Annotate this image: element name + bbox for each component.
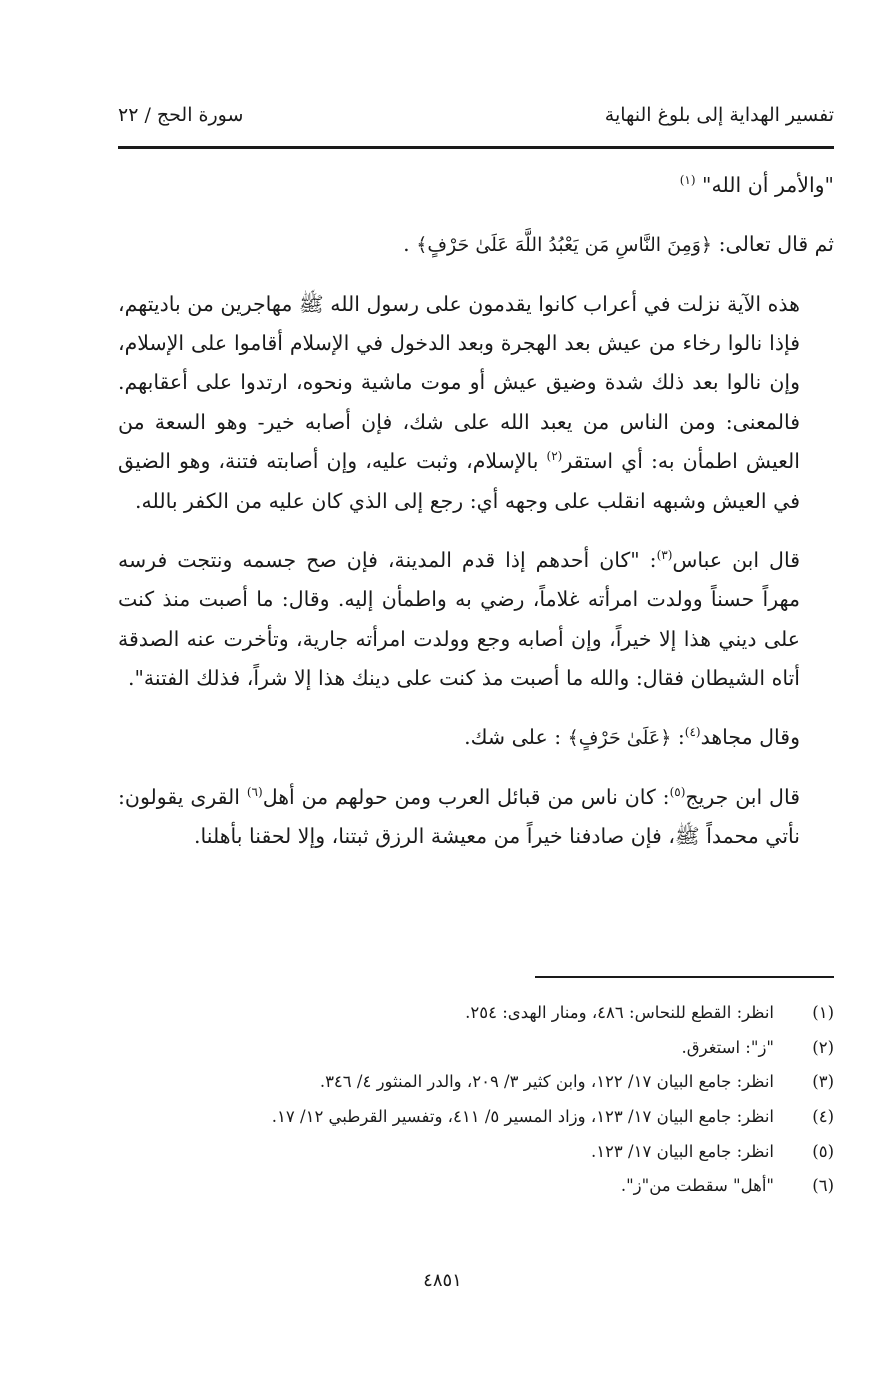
paragraph-4: قال ابن عباس$^{(٣)}$: "كان أحدهم إذا قدم المدينة، فإن صح جسمه ونتجت فرسه مهراً حسناً وولدت امرأته غلاماً، رضي به واطمأن إليه. وقال: ما أصبت منذ كنت على ديني هذا إلا خيراً، وإن أصابه وجع وولدت امرأته جارية، وتأخرت عنه الصدقة أتاه الشيطان فقال: والله ما أصبت مذ كنت على دينك هذا إلا شراً، فذلك الفتنة". [118,547,800,690]
footnote-text: انظر: القطع للنحاس: ٤٨٦، ومنار الهدى: ٢٥٤. [465,1003,774,1022]
footnote-ref-6[interactable]: (٦) [246,784,263,799]
footnote-text: انظر: جامع البيان ١٧/ ١٢٣. [590,1141,774,1161]
footnote-item [118,1169,834,1204]
footnote-text: انظر: جامع البيان ١٧/ ١٢٣، وزاد المسير ٥/ ٤١١، وتفسير القرطبي ١٢/ ١٧. [271,1106,774,1126]
footnote-ref-3[interactable]: (٣) [656,548,673,563]
footnote-number: (١) [812,1003,834,1022]
footnote-divider [535,976,834,978]
footnote-item [118,1031,834,1066]
surah-reference: سورة الحج / ٢٢ [118,104,244,126]
page-number: ٤٨٥١ [423,1270,462,1291]
footnote-item [118,996,834,1031]
quran-verse-short: ﴿عَلَىٰ حَرْفٍ﴾ [567,727,672,750]
footnote-number: (٣) [812,1072,834,1092]
footnote-text: "ز": استغرق. [681,1037,774,1057]
header-divider [118,146,834,149]
footnote-ref-2[interactable]: (٢) [546,449,563,464]
footnote-number: (٢) [812,1037,834,1057]
running-header [118,104,834,140]
paragraph-3: هذه الآية نزلت في أعراب كانوا يقدمون على رسول الله ﷺ مهاجرين من باديتهم، فإذا نالوا رخاء من عيش بعد الهجرة وبعد الدخول في الإسلام أقاموا على الإسلام، وإن نالوا بعد ذلك شدة وضيق عيش أو موت ماشية ونحوه، ارتدوا على أعقابهم. فالمعنى: ومن الناس من يعبد الله على شك، فإن أصابه خير- وهو السعة من العيش اطمأن به: أي استقر$^{(٢)}$ بالإسلام، وثبت عليه، وإن أصابته فتنة، وهو الضيق في العيش وشبهه انقلب على وجهه أي: رجع إلى الذي كان عليه من الكفر بالله. [118,291,801,513]
paragraph-6: قال ابن جريج$^{(٥)}$: كان ناس من قبائل العرب ومن حولهم من أهل$^{(٦)}$ القرى يقولون: نأتي محمداً ﷺ، فإن صادفنا خيراً من معيشة الرزق ثبتنا، وإلا لحقنا بأهلنا. [118,784,800,849]
footnote-text: "أهل" سقطت من"ز". [620,1176,774,1196]
footnote-text: انظر: جامع البيان ١٧/ ١٢٢، وابن كثير ٣/ ٢٠٩، والدر المنثور ٤/ ٣٤٦. [319,1072,774,1092]
footnote-number: (٥) [812,1141,834,1161]
paragraph-1: "والأمر أن الله" $^{(١)}$ [679,173,834,197]
footnote-ref-4[interactable]: (٤) [684,725,701,740]
footnote-item [118,1065,834,1100]
book-title: تفسير الهداية إلى بلوغ النهاية [604,104,834,126]
main-text [118,166,834,856]
paragraph-5: وقال مجاهد$^{(٤)}$: ﴿عَلَىٰ حَرْفٍ﴾ : على شك. [464,725,800,750]
footnotes [118,996,834,1204]
quran-verse: ﴿وَمِنَ النَّاسِ مَن يَعْبُدُ اللَّهَ عَلَىٰ حَرْفٍ﴾ [416,234,713,257]
paragraph-2: ثم قال تعالى: ﴿وَمِنَ النَّاسِ مَن يَعْبُدُ اللَّهَ عَلَىٰ حَرْفٍ﴾ . [403,232,834,257]
footnote-number: (٤) [812,1106,834,1126]
footnote-ref-5[interactable]: (٥) [669,784,686,799]
footnote-ref-1[interactable]: (١) [679,173,696,188]
footnote-number: (٦) [812,1176,834,1196]
footnote-item [118,1100,834,1135]
footnote-item [118,1135,834,1170]
